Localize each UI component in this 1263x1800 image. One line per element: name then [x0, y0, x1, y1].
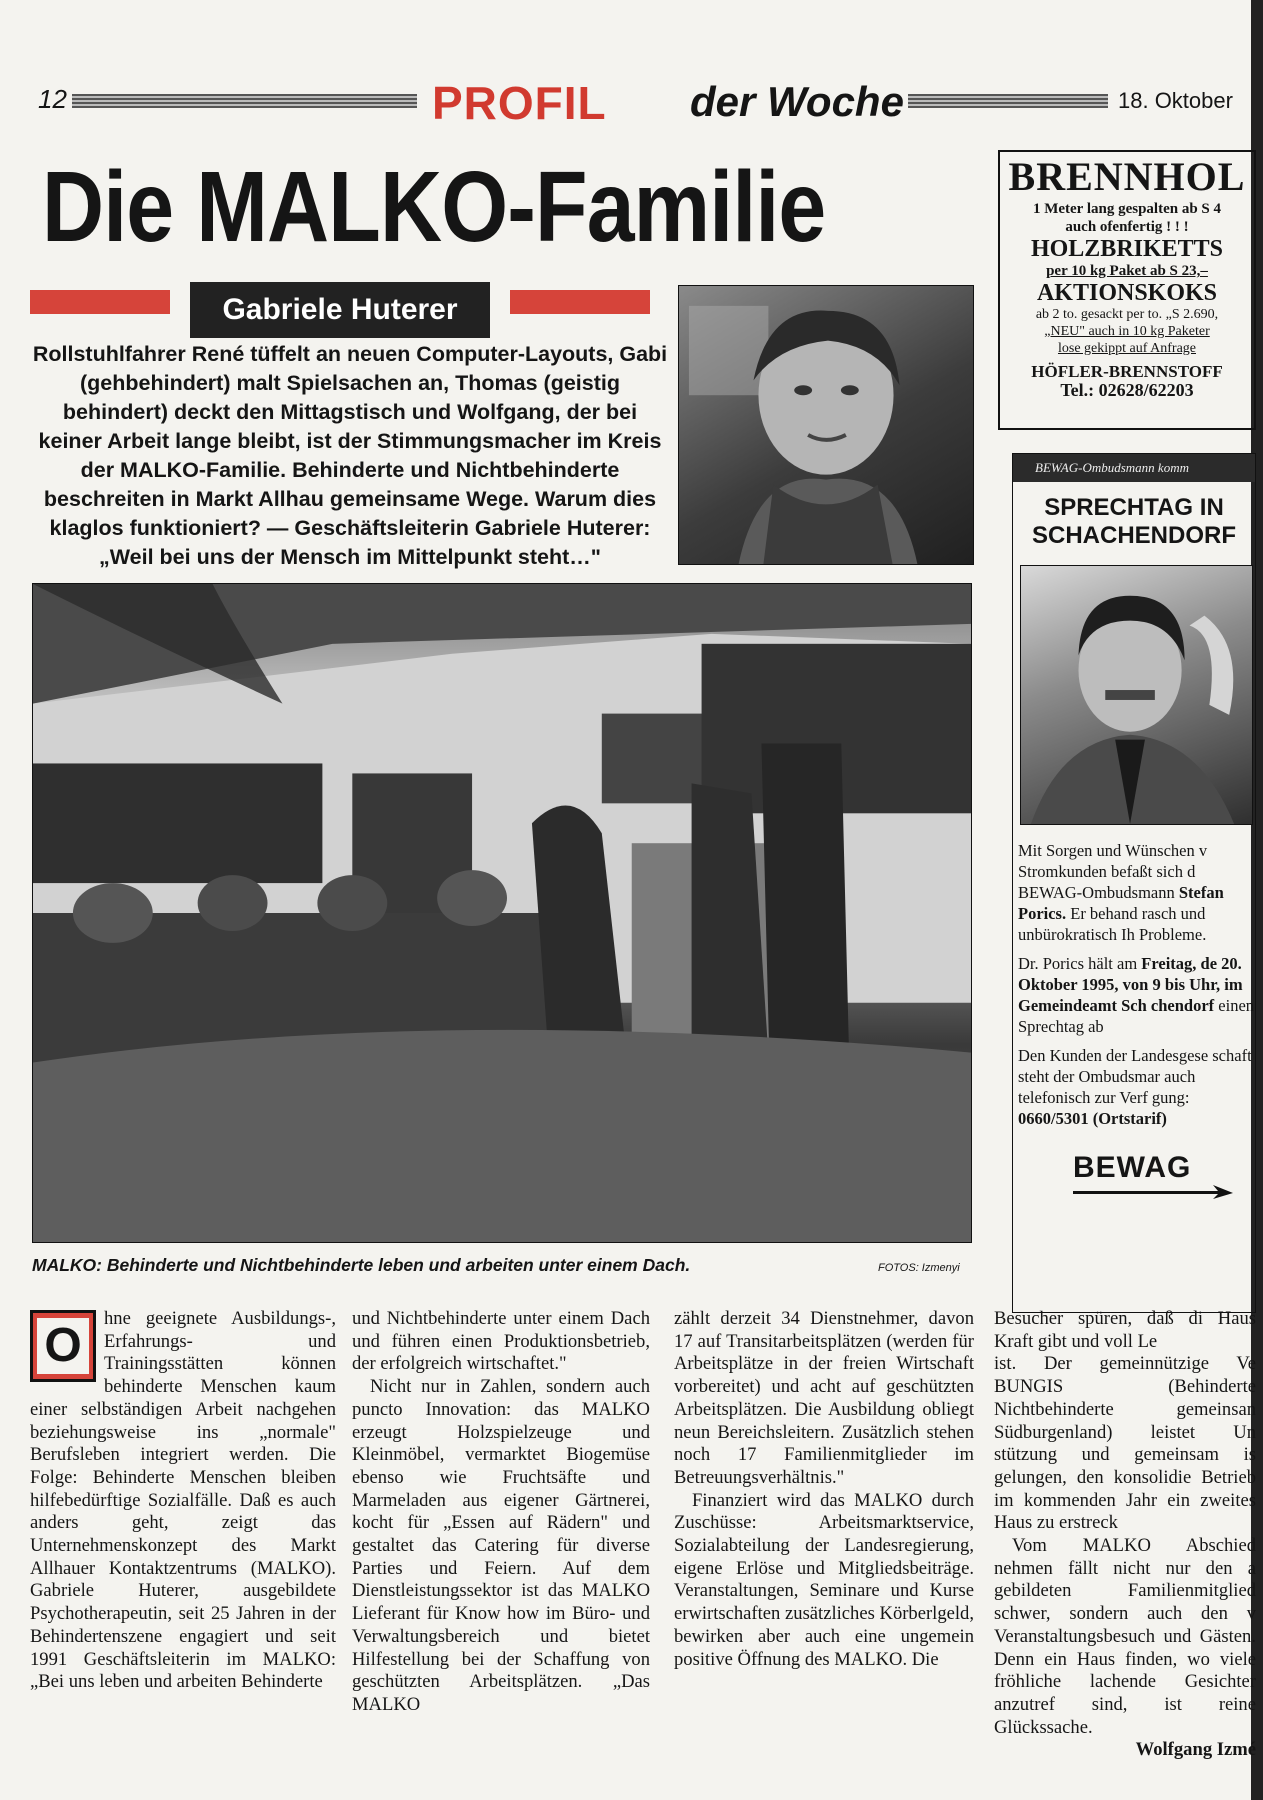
ad-line: lose gekippt auf Anfrage — [1057, 341, 1196, 356]
ad-phone: Tel.: 02628/62203 — [1060, 380, 1194, 400]
article-paragraph: zählt derzeit 34 Dienstnehmer, davon 17 auf Transitarbeitsplätzen (werden für Arbeitsplätze in der freien Wirtschaft vorbereitet) und acht auf geschützten Arbeitsplätzen. Die Ausbildung obliegt neun Bereichsleitern. Zusätzlich stehen noch 17 Familienmitglieder im Betreuungsverhältnis." — [674, 1308, 974, 1488]
bewag-logo — [1073, 1151, 1255, 1199]
ad-company: HÖFLER-BRENNSTOFF — [1031, 362, 1223, 381]
ad-line: ab 2 to. gesackt per to. „S 2.690, — [1035, 307, 1219, 322]
article-paragraph: Finanziert wird das MALKO durch Zuschüsse: Arbeitsmarktservice, Sozialabteilung der Landesregierung, eigene Erlöse und Mitgliedsbeiträge. Veranstaltungen, Seminare und Kurse erwirtschaften zusätzliches Körberlgeld, bewirken aber auch eine ungemein positive Öffnung des MALKO. Die — [674, 1489, 974, 1670]
portrait-photo — [678, 285, 974, 565]
brennholz-ad — [998, 150, 1256, 430]
section-title-profil: PROFIL — [432, 77, 607, 129]
bewag-title-line1: SPRECHTAG IN — [1044, 494, 1224, 521]
photo-caption: MALKO: Behinderte und Nichtbehinderte leben und arbeiten unter einem Dach. — [32, 1255, 691, 1275]
article-paragraph: hne geeignete Ausbildungs-, Erfahrungs- und Trainingsstätten können behinderte Menschen kaum einer selbständigen Arbeit nachgehen beziehungsweise ins „normale" Berufsleben integriert werden. Die Folge: Behinderte Menschen bleiben hilfebedürftige Sozialfälle. Daß es auch anders geht, zeigt das Unternehmenskonzept des Markt Allhauer Kontaktzentrums (MALKO). Gabriele Huterer, ausgebildete Psychotherapeutin, seit 25 Jahren in der Behindertenszene engagiert und seit 1991 Geschäftsleiterin im MALKO: „Bei uns leben und arbeiten Behinderte — [30, 1308, 336, 1693]
dropcap-letter: O — [37, 1318, 89, 1374]
ad-price-line: per 10 kg Paket ab S 23,– — [1046, 263, 1208, 279]
ombudsman-photo — [1020, 565, 1253, 825]
headline: Die MALKO-Familie — [42, 151, 826, 263]
article-column-4 — [994, 1308, 1256, 1762]
author-bar-right — [510, 290, 650, 314]
article-column-1 — [30, 1308, 336, 1694]
article-paragraph: Besucher spüren, daß di Haus Kraft gibt und voll Le — [994, 1308, 1256, 1352]
lede-paragraph: Rollstuhlfahrer René tüffelt an neuen Computer-Layouts, Gabi (gehbehindert) malt Spielsachen an, Thomas (geistig behindert) deckt den Mittagstisch und Wolfgang, der bei keiner Arbeit lange bleibt, ist der Stimmungsmacher im Kreis der MALKO-Familie. Behinderte und Nichtbehinderte beschreiten in Markt Allhau gemeinsame Wege. Warum dies klaglos funktioniert? — Geschäftsleiterin Gabriele Huterer: „Weil bei uns der Mensch im Mittelpunkt steht…" — [32, 342, 668, 569]
article-column-3 — [674, 1308, 974, 1671]
ad-line: 1 Meter lang gespalten ab S 4 — [1032, 201, 1222, 217]
article-paragraph: ist. Der gemeinnützige Ve BUNGIS (Behinderte Nichtbehinderte gemeinsan Südburgenland) leistet Un stützung und gemeinsam is gelungen, den konsolidie Betrieb im kommenden Jahr ein zweites Haus zu erstreck — [994, 1353, 1256, 1534]
author-name: Gabriele Huterer — [190, 282, 490, 338]
header-rule-right — [908, 94, 1108, 108]
ad-line: auch ofenfertig ! ! ! — [1065, 219, 1189, 235]
courtyard-photo — [32, 583, 972, 1243]
bewag-logo-text: BEWAG — [1073, 1151, 1192, 1184]
bewag-paragraph: Dr. Porics hält am Freitag, de 20. Oktober 1995, von 9 bis Uhr, im Gemeindeamt Sch chendorf einen Sprechtag ab — [1018, 954, 1255, 1036]
section-title-woche: der Woche — [690, 78, 904, 125]
ad-heading-holzbriketts: HOLZBRIKETTS — [1030, 236, 1224, 262]
page-number: 12 — [38, 84, 67, 114]
bewag-band: BEWAG-Ombudsmann komm — [1013, 454, 1255, 482]
article-paragraph: Vom MALKO Abschied nehmen fällt nicht nur den a gebildeten Familienmitglied schwer, sondern auch den v Veranstaltungsbesuch und Gästen. Denn ein Haus finden, wo viele fröhliche lachende Gesichter anzutref sind, ist reine Glückssache. — [994, 1535, 1256, 1738]
article-paragraph: Nicht nur in Zahlen, sondern auch puncto Innovation: das MALKO erzeugt Holzspielzeuge und Kleinmöbel, vermarktet Biogemüse ebenso wie Fruchtsäfte und Marmeladen aus eigener Gärtnerei, kocht für „Essen auf Rädern" und gestaltet das Catering für diverse Parties und Feiern. Auf dem Dienstleistungssektor ist das MALKO Lieferant für Know how im Büro- und Verwaltungsbereich und bietet Hilfestellung bei der Schaffung von geschützten Arbeitsplätzen. „Das MALKO — [352, 1376, 650, 1715]
bewag-arrow-icon — [1073, 1185, 1233, 1199]
article-paragraph: und Nichtbehinderte unter einem Dach und führen einen Produktionsbetrieb, der erfolgreich wirtschaftet." — [352, 1308, 650, 1375]
header-rule-left — [72, 94, 417, 108]
ad-line: „NEU" auch in 10 kg Paketer — [1044, 324, 1210, 339]
article-signature: Wolfgang Izmé — [1135, 1739, 1256, 1761]
bewag-paragraph: Den Kunden der Landesgese schaft steht der Ombudsmar auch telefonisch zur Verf gung: 0660/5301 (Ortstarif) — [1018, 1046, 1252, 1128]
article-column-2 — [352, 1308, 650, 1717]
ad-heading-aktionskoks: AKTIONSKOKS — [1036, 280, 1218, 306]
photo-credit: FOTOS: Izmenyi — [878, 1262, 960, 1274]
ad-title: BRENNHOL — [1008, 154, 1246, 199]
issue-date: 18. Oktober — [1118, 88, 1233, 113]
author-bar-left — [30, 290, 170, 314]
bewag-paragraph: Mit Sorgen und Wünschen v Stromkunden befaßt sich d BEWAG-Ombudsmann Stefan Porics. Er behand rasch und unbürokratisch Ih Probleme. — [1018, 841, 1224, 944]
bewag-title-line2: SCHACHENDORF — [1032, 522, 1236, 549]
dropcap — [30, 1310, 96, 1382]
